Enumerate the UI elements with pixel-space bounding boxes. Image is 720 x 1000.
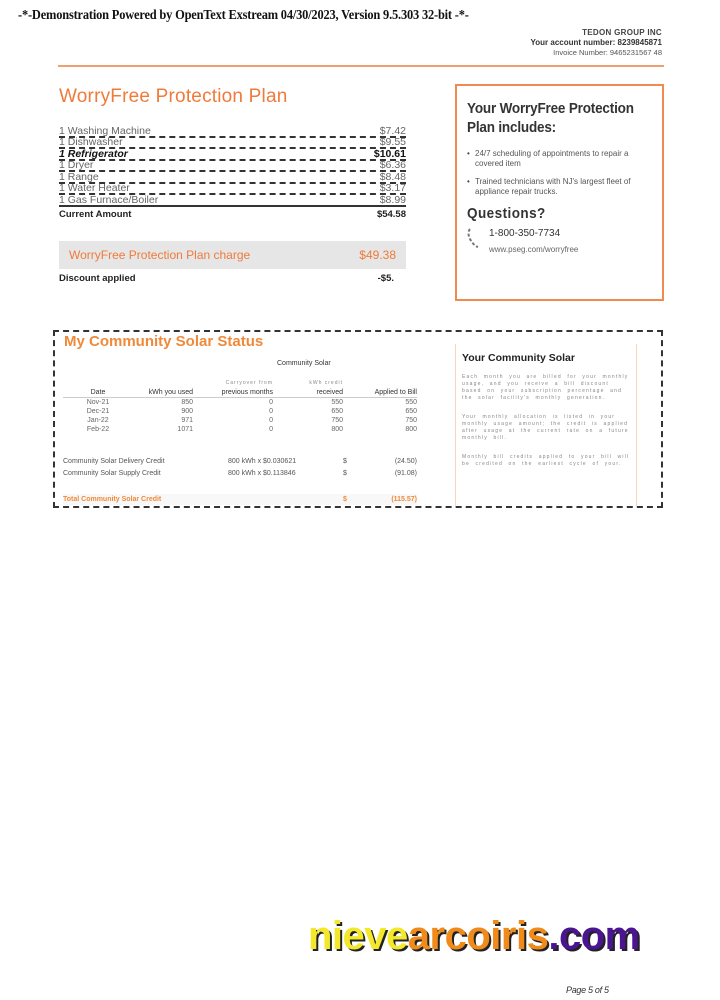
cell-date: Jan-22 (87, 417, 109, 424)
item-name: 1 Dishwasher (59, 136, 123, 148)
cell-recv: 800 (331, 426, 343, 433)
worryfree-item (59, 149, 406, 161)
solar-credits (63, 456, 417, 480)
includes-item (467, 177, 652, 197)
credit-row (63, 468, 417, 480)
account-number: Your account number: 8239845871 (530, 38, 662, 47)
cell-recv: 750 (331, 417, 343, 424)
current-amount-label: Current Amount (59, 208, 132, 220)
cell-kwh: 1071 (177, 426, 193, 433)
item-price: $9.55 (379, 136, 406, 148)
worryfree-item (59, 195, 406, 207)
discount-label: Discount applied (59, 273, 136, 284)
cell-date: Nov-21 (86, 399, 110, 406)
includes-item (467, 149, 652, 169)
credit-label: Community Solar Supply Credit (63, 470, 161, 477)
cell-kwh: 971 (181, 417, 193, 424)
plan-charge-value: $49.38 (359, 248, 396, 262)
item-price: $6.36 (379, 159, 406, 171)
bullet-icon: • (467, 177, 470, 186)
cell-applied: 550 (405, 399, 417, 406)
plan-charge-bar (59, 241, 406, 269)
watermark-part3: .com (548, 914, 640, 958)
col-received-label: received (316, 389, 343, 396)
page-number: Page 5 of 5 (566, 985, 609, 995)
col-previous-months-top: Carryover from (225, 380, 273, 386)
watermark-part2: arcoiris (407, 914, 549, 958)
total-amount: (115.57) (391, 496, 417, 503)
cell-applied: 800 (405, 426, 417, 433)
your-community-solar-panel (455, 344, 637, 506)
credit-dollar: $ (343, 470, 347, 477)
worryfree-link[interactable]: www.pseg.com/worryfree (489, 245, 579, 254)
company-name: TEDON GROUP INC (582, 28, 662, 37)
cell-date: Dec-21 (86, 408, 110, 415)
credit-amount: (24.50) (394, 458, 417, 465)
credit-amount: (91.08) (394, 470, 417, 477)
credit-label: Community Solar Delivery Credit (63, 458, 165, 465)
demo-banner: -*-Demonstration Powered by OpenText Exstream 04/30/2023, Version 9.5.303 32-bit -*- (18, 7, 469, 22)
includes-list (467, 149, 652, 197)
cell-kwh: 850 (181, 399, 193, 406)
col-previous-months-label: previous months (221, 389, 273, 396)
watermark-logo (308, 914, 640, 959)
includes-item-text: 24/7 scheduling of appointments to repair a covered item (475, 149, 629, 168)
item-name: 1 Water Heater (59, 182, 130, 194)
cell-applied: 650 (405, 408, 417, 415)
watermark-part1: nieve (308, 914, 408, 958)
current-amount-row (59, 209, 406, 220)
cell-prev: 0 (269, 408, 273, 415)
col-received-top: kWh credit (309, 380, 343, 386)
panel-paragraph: Monthly bill credits applied to your bill will be credited on the earliest cycle of your. (462, 454, 630, 467)
invoice-number: Invoice Number: 9465231567 48 (553, 48, 662, 57)
col-received (273, 379, 343, 397)
panel-paragraph: Your monthly allocation is listed in your monthly usage amount; the credit is applied after usage at the current rate on a future monthly bill. (462, 414, 629, 441)
table-row (63, 416, 417, 425)
panel-paragraph: Each month you are billed for your monthly usage, and you receive a bill discount based on your subscription percentage and the solar facility's monthly generation. (462, 374, 629, 401)
credit-calc: 800 kWh x $0.113846 (228, 470, 296, 477)
cell-kwh: 900 (181, 408, 193, 415)
item-price: $8.48 (379, 170, 406, 183)
worryfree-items-list (59, 126, 406, 220)
item-price: $8.99 (379, 193, 406, 206)
cell-recv: 550 (331, 399, 343, 406)
plan-charge-label: WorryFree Protection Plan charge (69, 248, 251, 262)
community-solar-title: My Community Solar Status (64, 333, 264, 350)
cell-prev: 0 (269, 417, 273, 424)
total-dollar: $ (343, 496, 347, 503)
credit-calc: 800 kWh x $0.030621 (228, 458, 297, 465)
phone-number[interactable]: 1-800-350-7734 (489, 228, 561, 239)
cell-date: Feb-22 (86, 426, 110, 433)
item-name: 1 Washing Machine (59, 124, 151, 137)
col-kwh-used: kWh you used (148, 389, 193, 396)
credit-dollar: $ (343, 458, 347, 465)
contact-info (467, 228, 652, 254)
current-amount-value: $54.58 (376, 208, 406, 220)
item-name: 1 Refrigerator (59, 147, 128, 160)
item-name: 1 Dryer (59, 159, 94, 171)
cell-prev: 0 (269, 399, 273, 406)
account-header (531, 28, 662, 58)
table-row (63, 407, 417, 416)
community-solar-group-label: Community Solar (277, 360, 331, 367)
discount-value: -$5. (377, 273, 394, 284)
discount-row (59, 273, 394, 284)
cell-applied: 750 (405, 417, 417, 424)
includes-title-line2: Plan includes: (467, 119, 557, 136)
item-price: $3.17 (379, 182, 406, 194)
worryfree-title: WorryFree Protection Plan (59, 86, 288, 107)
includes-title-line1: Your WorryFree Protection (467, 100, 634, 117)
community-solar-table (63, 372, 417, 434)
col-date: Date (90, 389, 106, 396)
item-name: 1 Range (59, 170, 99, 183)
item-price: $10.61 (373, 147, 406, 160)
worryfree-item (59, 161, 406, 173)
worryfree-includes-box (455, 84, 664, 301)
table-row (63, 425, 417, 434)
total-solar-credit-row (63, 494, 417, 505)
item-price: $7.42 (379, 124, 406, 137)
col-previous-months (193, 379, 273, 397)
contact-text (489, 228, 578, 254)
panel-title: Your Community Solar (462, 352, 575, 364)
total-label: Total Community Solar Credit (63, 496, 162, 503)
credit-row (63, 456, 417, 468)
community-solar-section (53, 330, 663, 508)
questions-heading: Questions? (467, 205, 546, 222)
table-header (63, 372, 417, 398)
table-row (63, 398, 417, 407)
bullet-icon: • (467, 149, 470, 158)
cell-prev: 0 (269, 426, 273, 433)
header-divider (58, 65, 664, 67)
cell-recv: 650 (331, 408, 343, 415)
phone-icon (467, 228, 483, 254)
col-applied-to-bill: Applied to Bill (374, 389, 417, 396)
item-name: 1 Gas Furnace/Boiler (59, 193, 159, 206)
includes-item-text: Trained technicians with NJ's largest fleet of appliance repair trucks. (475, 177, 631, 196)
